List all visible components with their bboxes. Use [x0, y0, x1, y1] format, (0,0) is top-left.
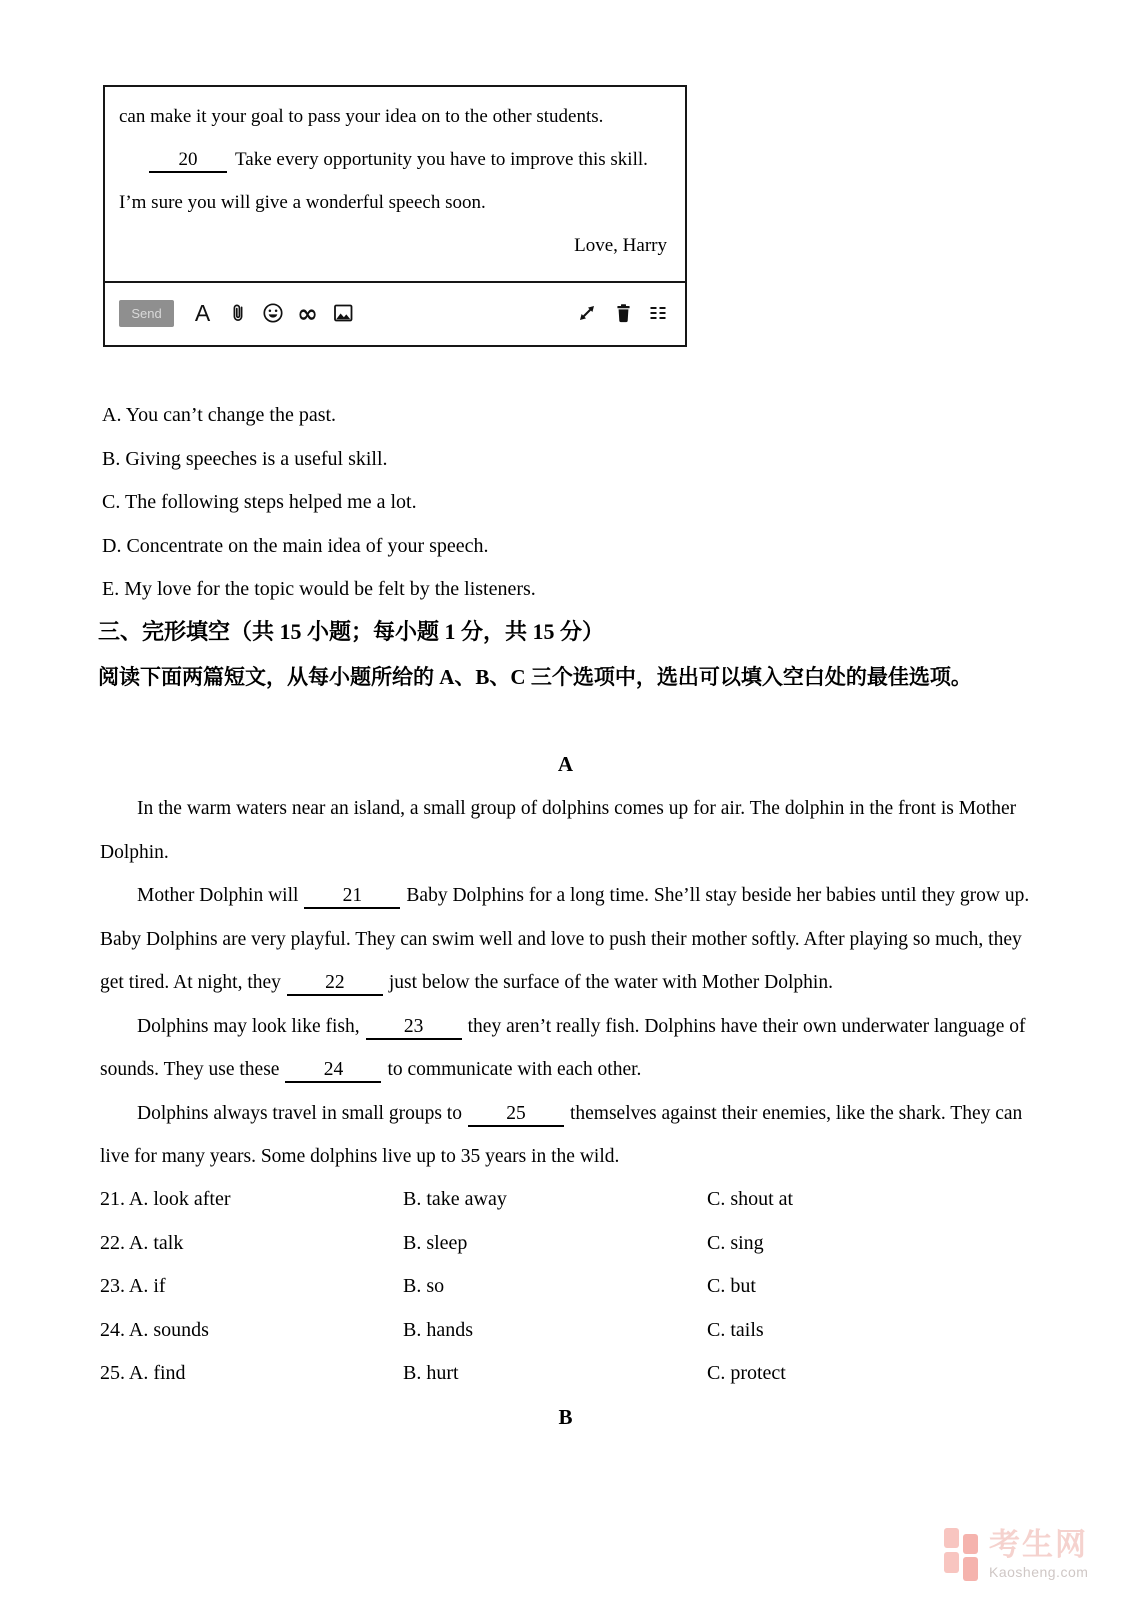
blank-21-number: 21 — [342, 885, 363, 906]
blank-20 — [149, 148, 227, 173]
blank-22-number: 22 — [325, 972, 345, 993]
option-b: B. Giving speeches is a useful skill. — [102, 447, 388, 470]
q21-option-c: C. shout at — [707, 1188, 794, 1211]
passage-b-heading: B — [558, 1405, 573, 1429]
q23-option-a: 23. A. if — [100, 1275, 166, 1298]
blank-24 — [285, 1058, 381, 1083]
trash-icon[interactable] — [610, 300, 635, 326]
logo-block — [944, 1528, 959, 1548]
passage-a-heading: A — [557, 752, 574, 776]
paragraph-text: they aren’t really fish. Dolphins have their own underwater language of sounds. They use these — [100, 1015, 1026, 1080]
format-text-icon[interactable]: A — [194, 299, 211, 326]
blank-24-number: 24 — [323, 1059, 344, 1080]
infinity-link-icon[interactable]: ∞ — [297, 298, 318, 328]
blank-23 — [366, 1015, 462, 1040]
q25-option-b: B. hurt — [403, 1362, 459, 1385]
blank-23-number: 23 — [403, 1015, 424, 1037]
blank-20-number: 20 — [178, 149, 198, 170]
blank-25 — [468, 1102, 564, 1127]
q22-option-a: 22. A. talk — [100, 1231, 184, 1254]
email-line-3: I’m sure you will give a wonderful speech soon. — [119, 192, 486, 213]
q23-option-c: C. but — [707, 1275, 756, 1298]
passage-paragraph-1 — [100, 787, 1033, 874]
paragraph-text: just below the surface of the water with Mother Dolphin. — [388, 972, 833, 993]
compose-toolbar — [105, 281, 685, 345]
toolbar-left-icons — [190, 300, 355, 326]
option-d: D. Concentrate on the main idea of your speech. — [102, 534, 489, 557]
q21-option-b: B. take away — [403, 1188, 507, 1211]
watermark-domain: Kaosheng.com — [989, 1564, 1089, 1580]
section-instruction: 阅读下面两篇短文，从每小题所给的 A、B、C 三个选项中，选出可以填入空白处的最佳选项。 — [98, 665, 972, 689]
attachment-icon[interactable] — [225, 300, 250, 326]
blank-22 — [287, 971, 383, 996]
blank-25-number: 25 — [506, 1102, 526, 1124]
paragraph-text: Baby Dolphins for a long time. She’ll stay beside her babies until they grow up. Baby Dolphins are very playful. They can swim well and love to push their mother softly. After playing so much, they get tired. At night, they — [100, 885, 1030, 993]
logo-block — [944, 1552, 959, 1573]
paragraph-text: to communicate with each other. — [387, 1059, 642, 1080]
q22-option-c: C. sing — [707, 1231, 764, 1254]
emoji-icon[interactable] — [260, 300, 285, 326]
passage-a-text — [100, 787, 1033, 1179]
cloze-options-grid — [100, 1178, 1031, 1396]
paragraph-text: In the warm waters near an island, a small group of dolphins comes up for air. The dolphin in the front is Mother Dolphin. — [100, 798, 1017, 863]
email-compose-box — [103, 85, 687, 347]
option-a: A. You can’t change the past. — [102, 404, 337, 426]
watermark-site-name: 考生网 — [989, 1527, 1088, 1562]
toolbar-right-icons — [574, 300, 671, 326]
paragraph-text: Dolphins may look like fish, — [137, 1015, 360, 1037]
blank-21 — [304, 884, 400, 909]
kaosheng-logo-icon — [944, 1526, 980, 1582]
q21-option-a: 21. A. look after — [100, 1188, 231, 1211]
q24-option-b: B. hands — [403, 1318, 473, 1341]
email-body — [105, 87, 685, 289]
paragraph-text: Mother Dolphin will — [137, 885, 299, 906]
paragraph-text: Dolphins always travel in small groups to — [137, 1102, 462, 1124]
section-title: 三、完形填空（共 15 小题；每小题 1 分，共 15 分） — [98, 619, 605, 644]
logo-block — [963, 1557, 978, 1581]
email-line-1: can make it your goal to pass your idea on to the other students. — [119, 106, 604, 127]
more-lines-icon[interactable] — [646, 300, 671, 326]
q22-option-b: B. sleep — [403, 1231, 468, 1254]
email-line-2 — [119, 138, 675, 181]
watermark-text — [989, 1526, 1088, 1582]
sentence-options-list — [102, 394, 1033, 612]
send-button[interactable]: Send — [119, 300, 174, 327]
q25-option-a: 25. A. find — [100, 1362, 186, 1385]
q25-option-c: C. protect — [707, 1362, 786, 1385]
paragraph-text: themselves against their enemies, like the shark. They can live for many years. Some dolphins live up to 35 years in the wild. — [100, 1102, 1023, 1167]
email-signature: Love, Harry — [574, 235, 667, 256]
q23-option-b: B. so — [403, 1275, 445, 1298]
passage-paragraph-4 — [100, 1092, 1033, 1179]
passage-paragraph-2 — [100, 874, 1033, 1005]
option-c: C. The following steps helped me a lot. — [102, 491, 417, 513]
insert-image-icon[interactable] — [330, 300, 355, 326]
option-e: E. My love for the topic would be felt by the listeners. — [102, 578, 536, 600]
expand-icon[interactable] — [574, 300, 599, 326]
logo-block — [963, 1534, 978, 1554]
kaosheng-watermark — [944, 1526, 1088, 1582]
q24-option-a: 24. A. sounds — [100, 1318, 209, 1341]
email-line-2-text: Take every opportunity you have to improve this skill. — [235, 149, 648, 170]
q24-option-c: C. tails — [707, 1318, 764, 1341]
passage-paragraph-3 — [100, 1005, 1033, 1092]
